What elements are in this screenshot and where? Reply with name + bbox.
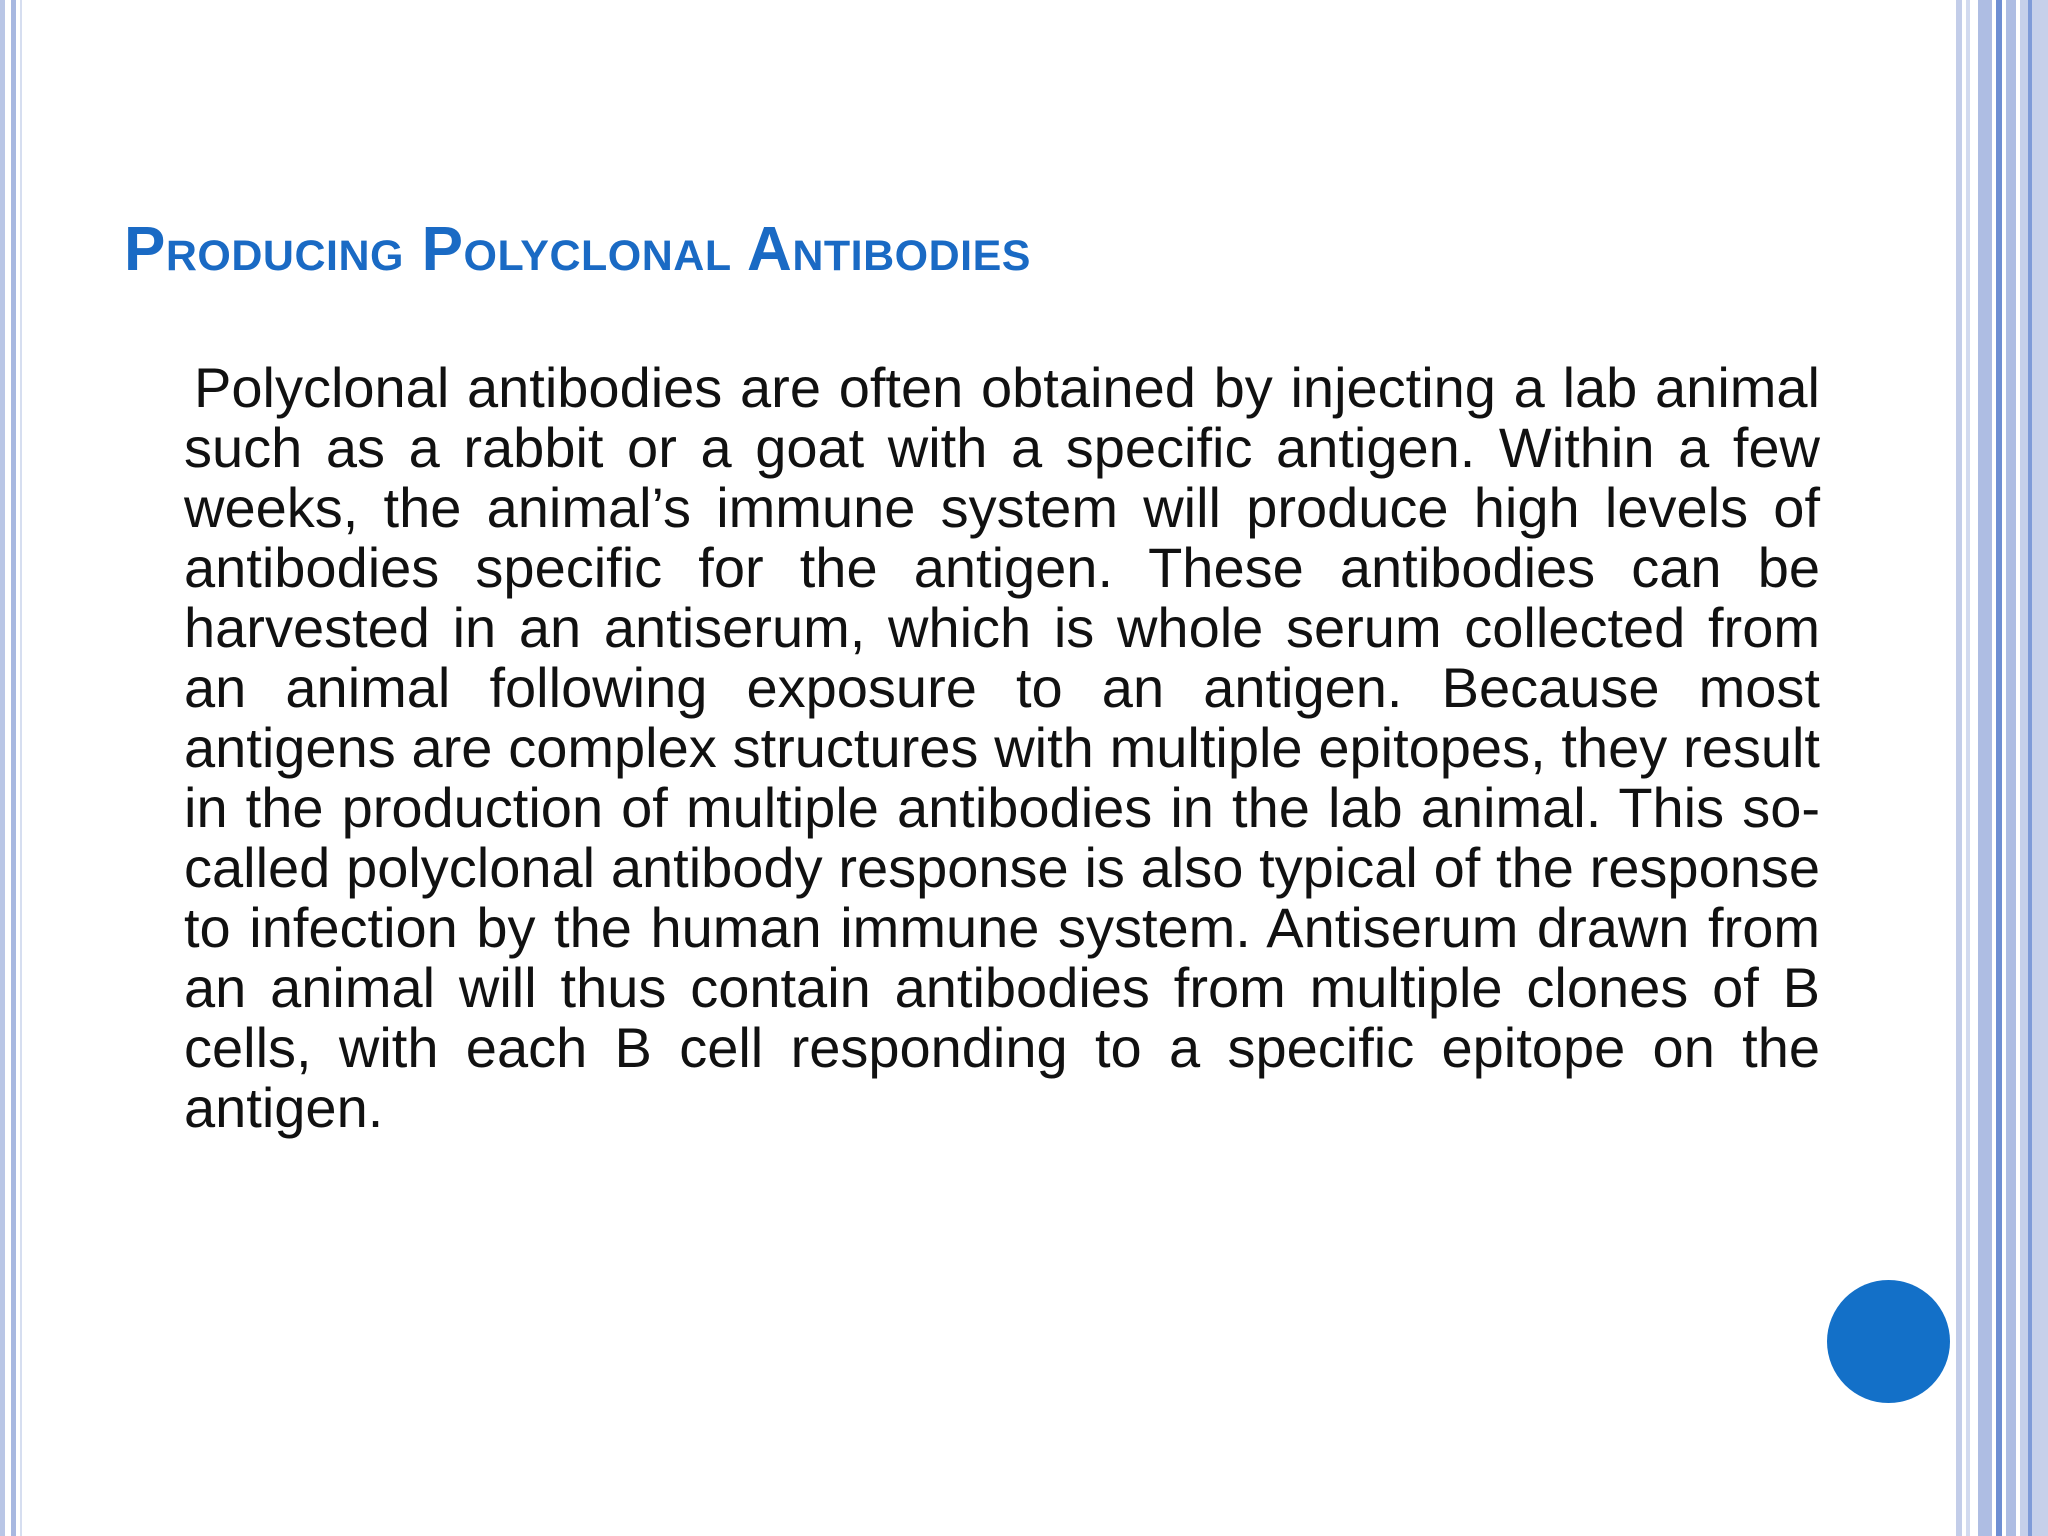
right-decorative-stripe (2028, 0, 2032, 1536)
right-decorative-stripe (1996, 0, 2002, 1536)
right-decorative-stripe (1966, 0, 1970, 1536)
right-decorative-stripe (2006, 0, 2016, 1536)
left-decorative-stripe (0, 0, 5, 1536)
left-decorative-stripe (11, 0, 16, 1536)
slide-body-text: Polyclonal antibodies are often obtained by injecting a lab animal such as a rabbit or a goat with a specific antigen. Within a few weeks, the animal’s immune system will produce high levels of antibodies specific for the antigen. These antibodies can be harvested in an antiserum, which is whole serum collected from an animal following exposure to an antigen. Because most antigens are complex structures with multiple epitopes, they result in the production of multiple antibodies in the lab animal. This so-called polyclonal antibody response is also typical of the response to infection by the human immune system. Antiserum drawn from an animal will thus contain antibodies from multiple clones of B cells, with each B cell responding to a specific epitope on the antigen. (184, 356, 1820, 1139)
decorative-circle (1827, 1280, 1950, 1403)
slide-title: Producing Polyclonal Antibodies (124, 215, 1031, 284)
right-decorative-stripe (2020, 0, 2048, 1536)
right-decorative-stripe (1956, 0, 1962, 1536)
right-decorative-stripe (1978, 0, 1992, 1536)
left-decorative-stripe (20, 0, 22, 1536)
